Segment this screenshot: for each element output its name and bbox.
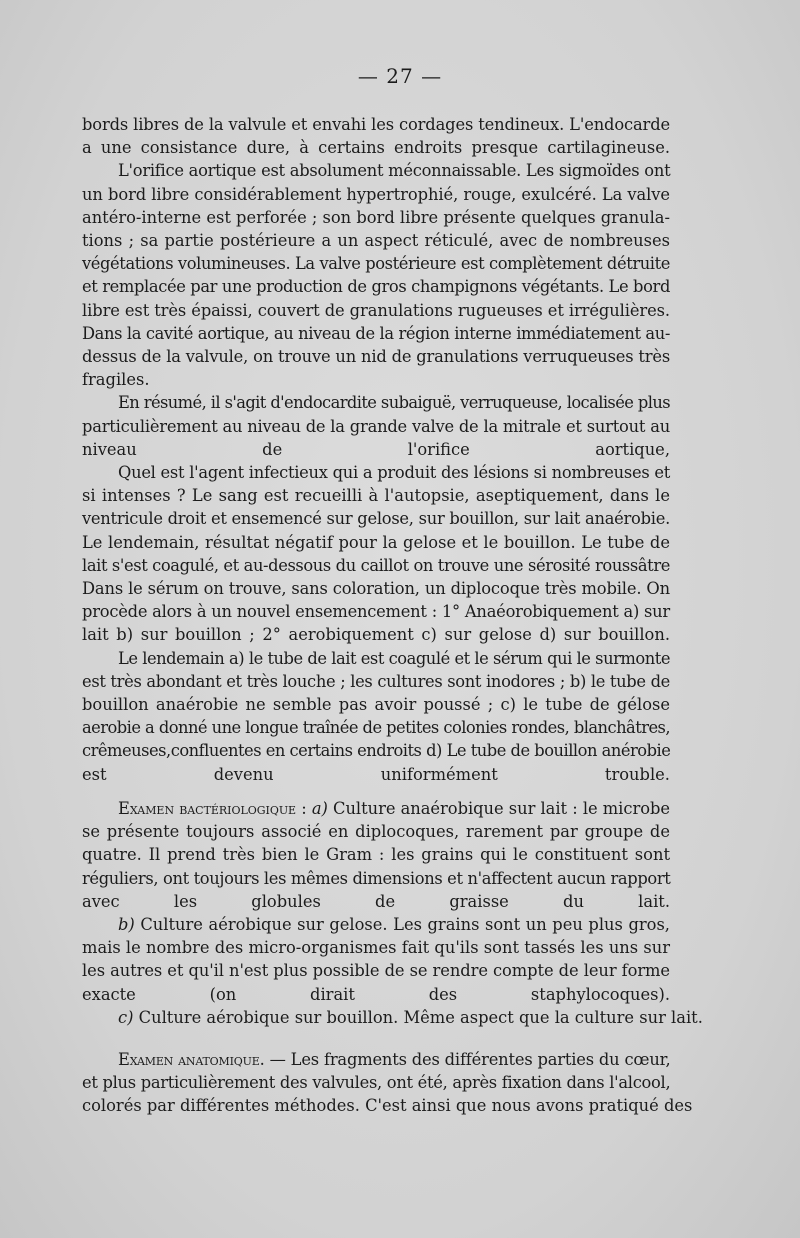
text-line: Dans le sérum on trouve, sans coloration, un diplocoque très mobile. On bbox=[82, 579, 670, 599]
body-text-upper bbox=[82, 113, 670, 786]
text-run: Culture anaérobique sur lait : le microbe bbox=[327, 799, 670, 818]
text-line: et plus particulièrement des valvules, ont été, après fixation dans l'alcool, bbox=[82, 1073, 671, 1093]
text-line: bords libres de la valvule et envahi les cordages tendineux. L'endocarde bbox=[82, 115, 670, 134]
paragraph-culture-bouillon bbox=[82, 1006, 703, 1029]
item-label: c) bbox=[118, 1007, 134, 1027]
text-run: — Les fragments des différentes parties du cœur, bbox=[264, 1050, 671, 1069]
paragraph-agent-infectieux bbox=[82, 461, 670, 647]
text-line: lait b) sur bouillon ; 2° aerobiquement c) sur gelose d) sur bouillon. bbox=[82, 625, 670, 645]
section-examen-anatomique bbox=[82, 1048, 693, 1118]
text-line: quatre. Il prend très bien le Gram : les grains qui le constituent sont bbox=[82, 845, 670, 865]
text-line: végétations volumineuses. La valve postérieure est complètement détruite bbox=[82, 254, 670, 274]
text-line: En résumé, il s'agit d'endocardite subaiguë, verruqueuse, localisée plus bbox=[118, 393, 670, 413]
text-line: avec les globules de graisse du lait. bbox=[82, 891, 670, 911]
text-run: Culture aérobique sur gelose. Les grains sont un peu plus gros, bbox=[134, 915, 670, 935]
text-line: les autres et qu'il n'est plus possible de se rendre compte de leur forme bbox=[82, 961, 670, 981]
paragraph-orifice-aortique bbox=[82, 159, 670, 391]
paragraph-culture-gelose bbox=[82, 913, 670, 1006]
text-line: est très abondant et très louche ; les cultures sont inodores ; b) le tube de bbox=[82, 671, 670, 691]
text-line: dessus de la valvule, on trouve un nid de granulations verruqueuses très bbox=[82, 347, 670, 367]
heading-separator: : bbox=[296, 799, 312, 818]
text-line: L'orifice aortique est absolument méconnaissable. Les sigmoïdes ont bbox=[118, 161, 671, 181]
text-line: et remplacée par une production de gros champignons végétants. Le bord bbox=[82, 277, 670, 297]
text-line: est devenu uniformément trouble. bbox=[82, 764, 670, 784]
paragraph-endocarde bbox=[82, 113, 670, 159]
text-line: Le lendemain, résultat négatif pour la gelose et le bouillon. Le tube de bbox=[82, 532, 670, 552]
section-heading: Examen bactériologique bbox=[118, 799, 297, 818]
paragraph-resume bbox=[82, 391, 670, 461]
text-line: si intenses ? Le sang est recueilli à l'autopsie, aseptiquement, dans le bbox=[82, 486, 670, 506]
text-line: procède alors à un nouvel ensemencement : 1° Anaéorobiquement a) sur bbox=[82, 602, 670, 622]
text-line: réguliers, ont toujours les mêmes dimensions et n'affectent aucun rapport bbox=[82, 868, 671, 888]
text-line: exacte (on dirait des staphylocoques). bbox=[82, 984, 670, 1004]
text-line: Quel est l'agent infectieux qui a produit des lésions si nombreuses et bbox=[118, 463, 670, 483]
page-number: — 27 — bbox=[357, 64, 443, 88]
text-run: Culture aérobique sur bouillon. Même aspect que la culture sur lait. bbox=[133, 1007, 703, 1027]
text-line: Dans la cavité aortique, au niveau de la région interne immédiatement au- bbox=[82, 323, 670, 343]
text-line: particulièrement au niveau de la grande valve de la mitrale et surtout au bbox=[82, 416, 670, 436]
text-line bbox=[82, 913, 670, 936]
text-line: lait s'est coagulé, et au-dessous du caillot on trouve une sérosité roussâtre bbox=[82, 555, 670, 575]
paragraph-anatomique bbox=[82, 1048, 693, 1118]
text-line bbox=[82, 797, 670, 820]
text-line: ventricule droit et ensemencé sur gelose, sur bouillon, sur lait anaérobie. bbox=[82, 509, 670, 529]
text-line: antéro-interne est perforée ; son bord libre présente quelques granula- bbox=[82, 207, 670, 227]
text-line: un bord libre considérablement hypertrophié, rouge, exulcéré. La valve bbox=[82, 184, 670, 204]
section-examen-bacteriologique bbox=[82, 797, 703, 1029]
text-line: Le lendemain a) le tube de lait est coagulé et le sérum qui le surmonte bbox=[118, 648, 670, 668]
text-line: libre est très épaissi, couvert de granulations rugueuses et irrégulières. bbox=[82, 300, 670, 320]
text-line: a une consistance dure, à certains endroits presque cartilagineuse. bbox=[82, 138, 670, 158]
text-line: crêmeuses,confluentes en certains endroits d) Le tube de bouillon anérobie bbox=[82, 741, 671, 761]
text-line: tions ; sa partie postérieure a un aspect réticulé, avec de nombreuses bbox=[82, 231, 670, 251]
text-line: bouillon anaérobie ne semble pas avoir poussé ; c) le tube de gélose bbox=[82, 695, 670, 715]
item-label: b) bbox=[118, 915, 135, 935]
text-line bbox=[82, 1006, 703, 1029]
paragraph-lendemain bbox=[82, 647, 670, 786]
text-line bbox=[82, 1048, 670, 1071]
item-label: a) bbox=[311, 799, 328, 818]
text-line: colorés par différentes méthodes. C'est ainsi que nous avons pratiqué des bbox=[82, 1096, 693, 1116]
section-heading: Examen anatomique. bbox=[118, 1050, 265, 1069]
text-line: fragiles. bbox=[82, 370, 150, 390]
text-line: se présente toujours associé en diplocoques, rarement par groupe de bbox=[82, 822, 670, 842]
text-line: niveau de l'orifice aortique, bbox=[82, 439, 670, 459]
text-line: aerobie a donné une longue traînée de petites colonies rondes, blanchâtres, bbox=[82, 718, 670, 738]
text-line: mais le nombre des micro-organismes fait qu'ils sont tassés les uns sur bbox=[82, 938, 670, 958]
paragraph-culture-lait bbox=[82, 797, 670, 913]
